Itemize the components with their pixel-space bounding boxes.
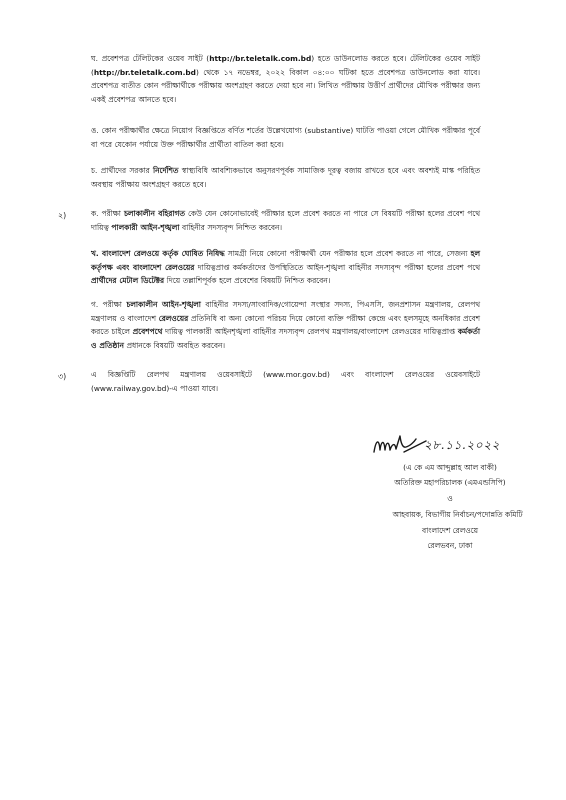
mor-website-link[interactable]: www.mor.gov.bd bbox=[265, 370, 327, 379]
para-ch: চ. প্রার্থীদের সরকার নির্দেশিত স্বাস্থ্যবিধি আবশ্যিকভাবে অনুসরণপূর্বক সামাজিক দূরত্ব বজায় রাখতে হবে এবং অবশ্যই মাস্ক পরিহিত অবস্থায় পরীক্ষায় অংশগ্রহণ করতে হবে। bbox=[91, 166, 480, 189]
section-number-3: ৩) bbox=[58, 372, 67, 381]
signatory-name: (এ কে এম আব্দুল্লাহ আল বাকী) bbox=[403, 463, 497, 472]
railway-website-link[interactable]: www.railway.gov.bd bbox=[93, 383, 167, 393]
para-ga: গ. পরীক্ষা চলাকালীন আইন-শৃঙ্খলা বাহিনীর সদস্য/সাংবাদিক/গোয়েন্দা সংস্থার সদস্য, পিএসসি, জনপ্রশাসন মন্ত্রণালয়, রেলপথ মন্ত্রণালয় ও বাংলাদেশ রেলওয়ের প্রতিনিধি বা অন্য কোনো পরিচয় দিয়ে কোনো ব্যক্তি পরীক্ষা কেন্দ্রে এবং হলসমূহে অনধিকার প্রবেশ করতে চাইলে প্রবেশপথে দায়িত্ব পালকারী আইনশৃঙ্খলা বাহিনীর সদস্যবৃন্দ রেলপথ মন্ত্রণালয়/বাংলাদেশ রেলওয়ের দায়িত্বপ্রাপ্ত কর্মকর্তা ও প্রতিষ্ঠান প্রধানকে বিষয়টি অবহিত করবেন। bbox=[91, 300, 480, 350]
para-ka: ক. পরীক্ষা চলাকালীন বহিরাগত কেউ যেন কোনোভাবেই পরীক্ষার হলে প্রবেশ করতে না পারে সে বিষয়টি পরীক্ষা হলের প্রবেশ পথে দায়িত্ব পালকারী আইন-শৃঙ্খলা বাহিনীর সদস্যবৃন্দ নিশ্চিত করবেন। bbox=[91, 209, 480, 232]
para-kha: খ. বাংলাদেশ রেলওয়ে কর্তৃক ঘোষিত নিষিদ্ধ সামগ্রী নিয়ে কোনো পরীক্ষার্থী যেন পরীক্ষার হলে প্রবেশ করতে না পারে, সেজন্য হল কর্তৃপক্ষ এবং বাংলাদেশ রেলওয়ের দায়িত্বপ্রাপ্ত কর্মকর্তাদের উপস্থিতিতে আইন-শৃঙ্খলা বাহিনীর সদস্যবৃন্দ পরীক্ষা হলের প্রবেশ পথে প্রার্থীদের মেটাল ডিটেক্টর দিয়ে তল্লাশিপূর্বক হলে প্রবেশের বিষয়টি নিশ্চিত করবেন। bbox=[91, 249, 481, 285]
signatory-org: বাংলাদেশ রেলওয়ে bbox=[422, 526, 478, 535]
signatory-role: আহবায়ক, বিভাগীয় নির্বাচন/পদোন্নতি কমিটি bbox=[392, 510, 523, 519]
signatory-place: রেলভবন, ঢাকা bbox=[427, 541, 473, 550]
para-ng: ঙ. কোন পরীক্ষার্থীর ক্ষেত্রে নিয়োগ বিজ্ঞপ্তিতে বর্ণিত শর্তের উল্লেখযোগ্য (substantive) ঘাটতি পাওয়া গেলে মৌখিক পরীক্ষার পূর্বে বা পরে যেকোন পর্যায়ে উক্ত পরীক্ষার্থীর প্রার্থীতা বাতিল করা হবে। bbox=[91, 126, 480, 149]
signatory-conjunction: ও bbox=[447, 494, 453, 503]
teletalk-url-1[interactable]: http://br.teletalk.com.bd bbox=[209, 54, 312, 63]
para-gha: ঘ. প্রবেশপত্র টেলিটকের ওয়েব সাইট (http://br.teletalk.com.bd) হতে ডাউনলোড করতে হবে। টেলিটকের ওয়েব সাইট (http://br.teletalk.com.bd) থেকে ১৭ নভেম্বর, ২০২২ বিকাল ০৪:০০ ঘটিকা হতে প্রবেশপত্র ডাউনলোড করা যাবে। প্রবেশপত্র ব্যতীত কোন পরীক্ষার্থীকে পরীক্ষায় অংশগ্রহণ করতে দেয়া হবে না। লিখিত পরীক্ষায় উত্তীর্ণ প্রার্থীদের মৌখিক পরীক্ষার জন্য একই প্রবেশপত্র আনতে হবে। bbox=[91, 54, 480, 104]
handwritten-signature bbox=[370, 430, 430, 460]
section-number-2: ২) bbox=[58, 211, 67, 220]
signature-date: ২৮.১১.২০২২ bbox=[424, 438, 501, 452]
para-3: এ বিজ্ঞপ্তিটি রেলপথ মন্ত্রণালয় ওয়েবসাইটে (www.mor.gov.bd) এবং বাংলাদেশ রেলওয়ের ওয়েবসাইটে (www.railway.gov.bd)-এ পাওয়া যাবে। bbox=[91, 370, 480, 393]
teletalk-url-2[interactable]: http://br.teletalk.com.bd bbox=[93, 67, 196, 77]
signatory-designation: অতিরিক্ত মহাপরিচালক (এমএন্ডসিপি) bbox=[394, 478, 506, 487]
